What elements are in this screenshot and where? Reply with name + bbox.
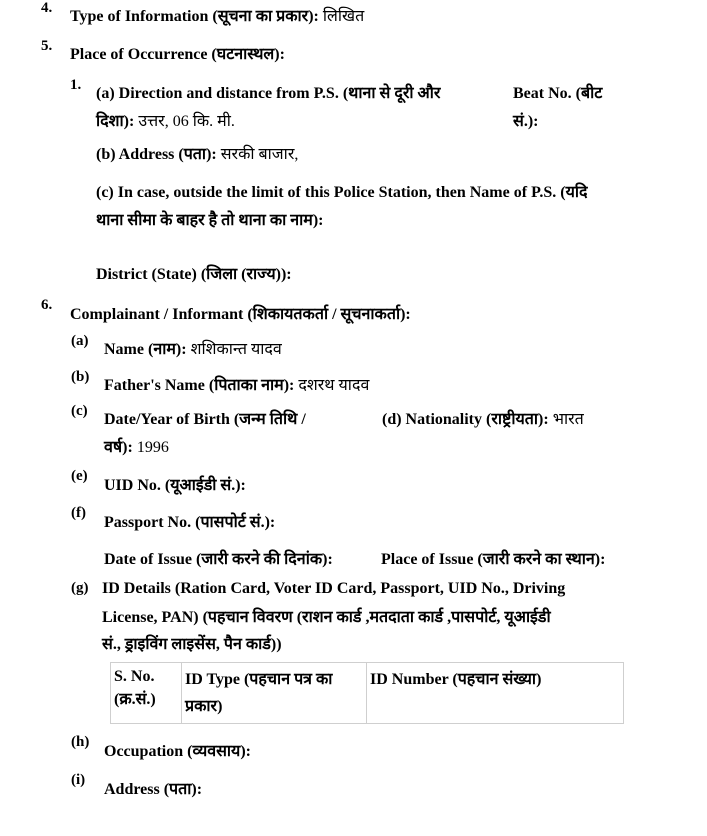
- name-value: शशिकान्त यादव: [190, 341, 282, 358]
- complainant-address-label: Address (पता):: [104, 781, 203, 798]
- type-of-information-value: लिखित: [322, 8, 365, 25]
- date-of-birth-row: [104, 435, 169, 457]
- passport-no-label: Passport No. (पासपोर्ट सं.):: [104, 514, 276, 531]
- item-6f-marker: (f): [71, 505, 86, 521]
- date-of-birth-value: 1996: [136, 439, 169, 456]
- beat-no-label: Beat No. (बीट: [513, 85, 603, 102]
- item-6e-marker: (e): [71, 468, 88, 484]
- name-label: Name (नाम):: [104, 341, 187, 358]
- address-value: सरकी बाजार,: [220, 146, 299, 163]
- item-6i-marker: (i): [71, 772, 86, 788]
- uid-no-label: UID No. (यूआईडी सं.):: [104, 477, 246, 494]
- nationality-value: भारत: [552, 411, 584, 428]
- item-6a-marker: (a): [71, 333, 89, 349]
- item-6c-marker: (c): [71, 403, 88, 419]
- item-6b-marker: (b): [71, 369, 90, 385]
- father-name-value: दशरथ यादव: [298, 377, 370, 394]
- table-header-id-number: [367, 663, 624, 724]
- table-header-sno: [111, 663, 182, 724]
- occupation-label: Occupation (व्यवसाय):: [104, 743, 251, 760]
- direction-distance-label: (a) Direction and distance from P.S. (थाना से दूरी और: [96, 85, 441, 102]
- outside-limit-label-cont: थाना सीमा के बाहर है तो थाना का नाम):: [96, 212, 324, 229]
- id-details-label: ID Details (Ration Card, Voter ID Card, Passport, UID No., Driving: [102, 580, 566, 597]
- district-state-label: District (State) (जिला (राज्य)):: [96, 266, 292, 283]
- direction-label-cont: दिशा):: [96, 113, 135, 130]
- id-details-label-cont2: सं., ड्राइविंग लाइसेंस, पैन कार्ड)): [102, 636, 282, 653]
- type-of-information-label: Type of Information (सूचना का प्रकार):: [70, 8, 319, 25]
- father-name-row: [104, 373, 369, 395]
- item-4-number: 4.: [41, 0, 53, 16]
- nationality-label: (d) Nationality (राष्ट्रीयता):: [382, 411, 549, 428]
- item-6h-marker: (h): [71, 734, 90, 750]
- id-details-label-cont: License, PAN) (पहचान विवरण (राशन कार्ड ,मतदाता कार्ड ,पासपोर्ट, यूआईडी: [102, 609, 551, 626]
- father-name-label: Father's Name (पिताका नाम):: [104, 377, 295, 394]
- item-5-sub-1-number: 1.: [70, 77, 82, 93]
- item-4-row: [70, 4, 364, 26]
- item-5-number: 5.: [41, 38, 53, 54]
- nationality-row: [382, 407, 584, 429]
- table-header-id-type: [182, 663, 367, 724]
- item-6g-marker: (g): [71, 580, 89, 596]
- sno-label: S. No.: [114, 668, 155, 685]
- item-6-number: 6.: [41, 297, 53, 313]
- date-of-issue-label: Date of Issue (जारी करने की दिनांक):: [104, 551, 333, 568]
- outside-limit-label: (c) In case, outside the limit of this Police Station, then Name of P.S. (यदि: [96, 184, 588, 201]
- table-row: [111, 663, 624, 724]
- direction-distance-row: [96, 109, 235, 131]
- date-of-birth-label: Date/Year of Birth (जन्म तिथि /: [104, 411, 306, 428]
- place-of-occurrence-label: Place of Occurrence (घटनास्थल):: [70, 46, 285, 63]
- name-row: [104, 337, 282, 359]
- direction-distance-value: उत्तर, 06 कि. मी.: [138, 113, 235, 130]
- complainant-label: Complainant / Informant (शिकायतकर्ता / सूचनाकर्ता):: [70, 306, 411, 323]
- date-of-birth-label-cont: वर्ष):: [104, 439, 133, 456]
- id-details-table: [110, 662, 624, 724]
- address-row: [96, 142, 298, 164]
- id-number-label: ID Number (पहचान संख्या): [370, 671, 542, 688]
- sno-label-hindi: (क्र.सं.): [114, 691, 156, 708]
- beat-no-label-cont: सं.):: [513, 113, 539, 130]
- id-type-label-cont: प्रकार): [185, 698, 223, 715]
- place-of-issue-label: Place of Issue (जारी करने का स्थान):: [381, 551, 606, 568]
- address-label: (b) Address (पता):: [96, 146, 217, 163]
- id-type-label: ID Type (पहचान पत्र का: [185, 671, 333, 688]
